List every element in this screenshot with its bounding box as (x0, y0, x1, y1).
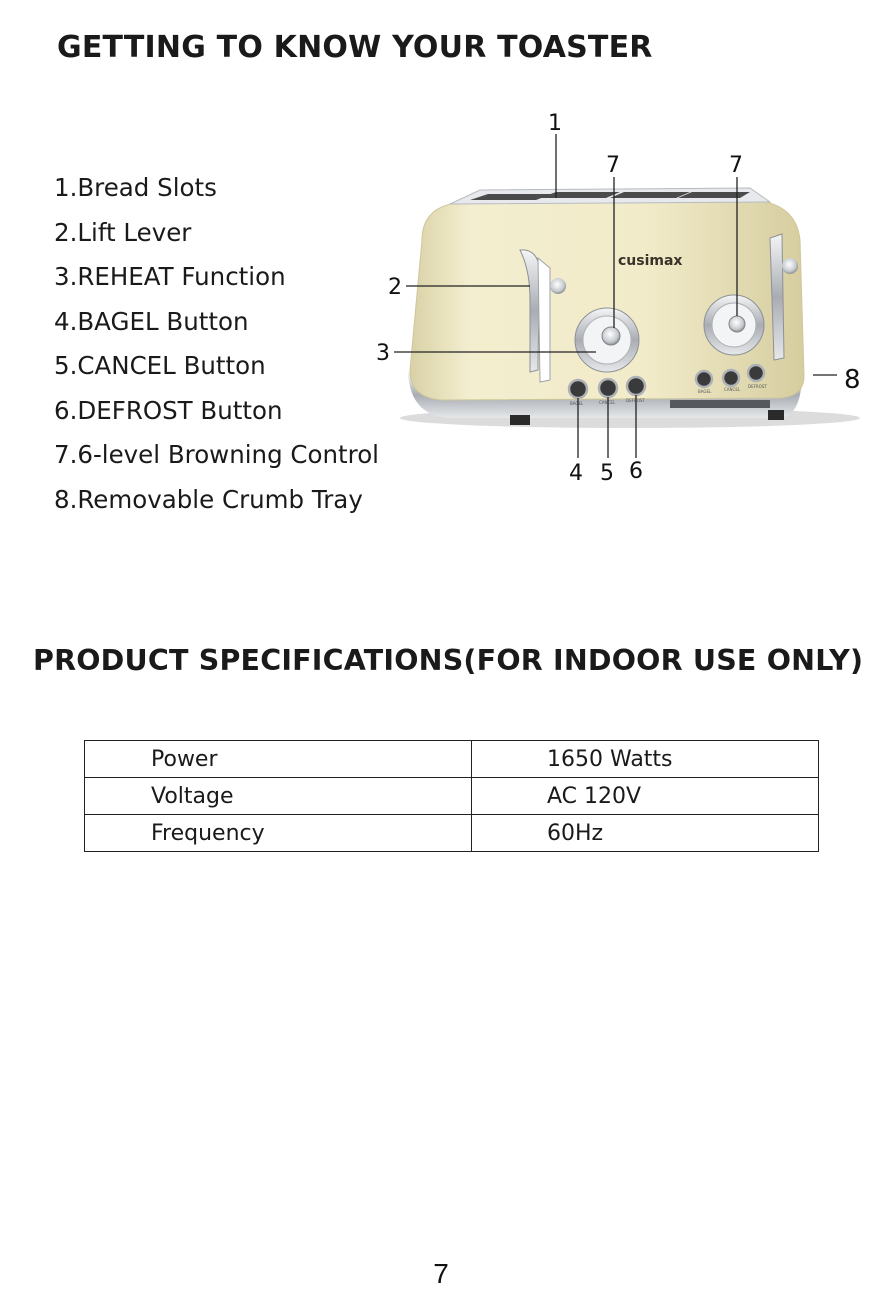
lift-lever-knob (550, 278, 566, 294)
button-label: DEFROST (748, 384, 767, 389)
button-label: CANCEL (599, 400, 616, 405)
spec-value: 60Hz (472, 815, 819, 852)
part-item: 6.DEFROST Button (54, 395, 283, 425)
button-label: DEFROST (626, 398, 645, 403)
part-item: 1.Bread Slots (54, 173, 217, 202)
part-item: 7.6-level Browning Control (54, 440, 379, 469)
part-item: 2.Lift Lever (54, 217, 192, 247)
callout-number: 7 (606, 153, 620, 178)
crumb-tray (670, 400, 770, 408)
part-item: 3.REHEAT Function (54, 262, 286, 291)
button-label: BAGEL (698, 389, 712, 394)
part-item: 8.Removable Crumb Tray (54, 484, 363, 514)
cancel-button (599, 379, 617, 397)
spec-label: Power (85, 741, 472, 778)
lift-lever-track (538, 258, 550, 382)
brand-logo: cusimax (618, 253, 683, 269)
section-title-specs: PRODUCT SPECIFICATIONS(FOR INDOOR USE ONLY) (33, 644, 864, 677)
spec-label: Frequency (85, 815, 472, 852)
callout-number: 4 (569, 461, 583, 486)
bagel-button (569, 380, 587, 398)
parts-list (54, 166, 379, 522)
defrost-button (627, 377, 645, 395)
page-number: 7 (433, 1258, 449, 1289)
toaster-diagram (370, 100, 890, 500)
callout-number: 6 (629, 459, 643, 484)
table-row (85, 815, 819, 852)
toaster-foot (768, 410, 784, 420)
button-label: BAGEL (570, 401, 584, 406)
browning-dial-knob (602, 327, 620, 345)
callout-number: 1 (548, 111, 562, 136)
part-item: 4.BAGEL Button (54, 306, 249, 336)
button-label: CANCEL (724, 387, 741, 392)
part-item: 5.CANCEL Button (54, 351, 266, 380)
callout-number: 8 (844, 365, 861, 395)
callout-number: 2 (388, 275, 402, 300)
callout-number: 5 (600, 461, 614, 486)
section-title-toaster: GETTING TO KNOW YOUR TOASTER (57, 30, 653, 65)
spec-label: Voltage (85, 778, 472, 815)
spec-value: 1650 Watts (472, 741, 819, 778)
table-row (85, 741, 819, 778)
cancel-button (723, 370, 739, 386)
bread-slot (610, 192, 690, 198)
browning-dial-knob (729, 316, 745, 332)
spec-table (84, 740, 819, 852)
table-row (85, 778, 819, 815)
callout-number: 7 (729, 153, 743, 178)
callout-number: 3 (376, 341, 390, 366)
defrost-button (748, 365, 764, 381)
bagel-button (696, 371, 712, 387)
spec-value: AC 120V (472, 778, 819, 815)
toaster-foot (510, 415, 530, 425)
lift-lever-knob (782, 258, 798, 274)
